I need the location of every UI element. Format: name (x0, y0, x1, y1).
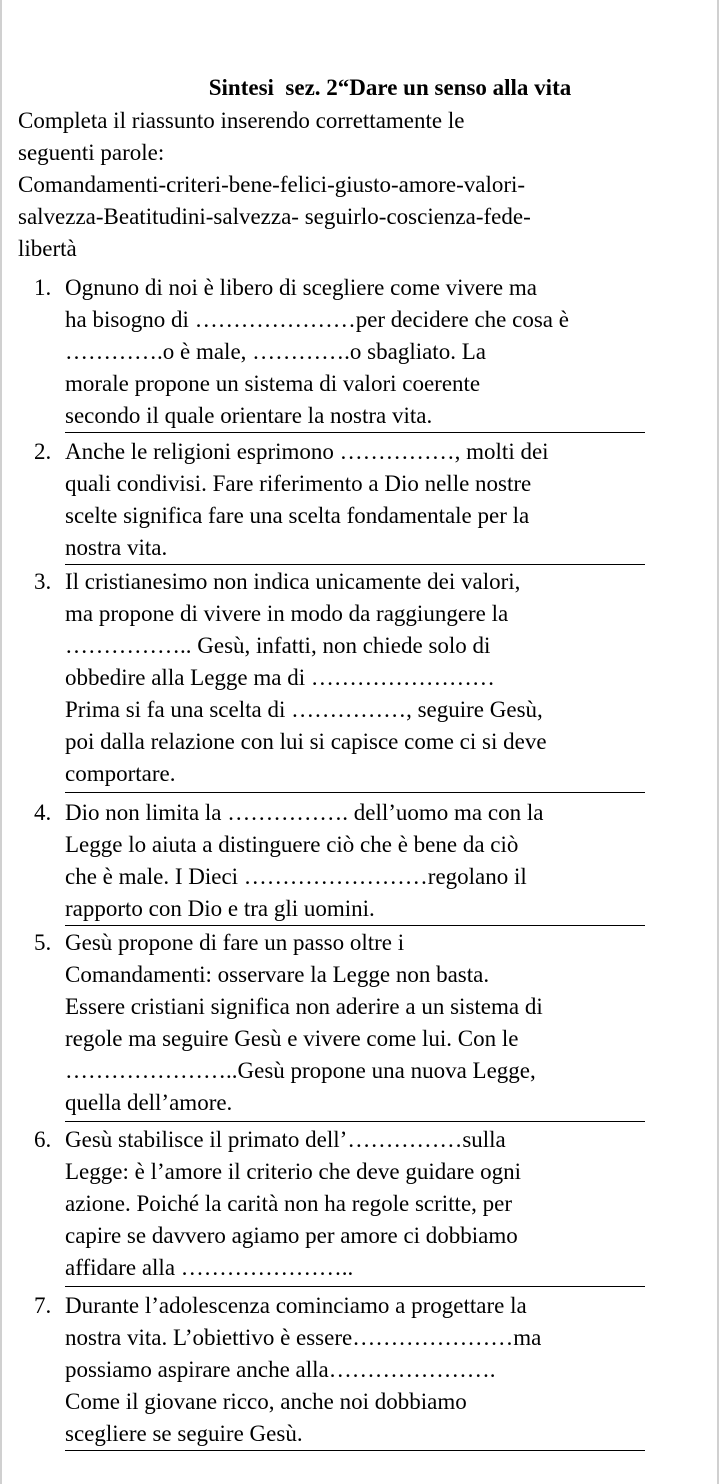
item-text-line: Ognuno di noi è libero di scegliere come vivere ma (65, 275, 537, 300)
page-edge-right (717, 0, 719, 1484)
item-text-line: Legge: è l’amore il criterio che deve guidare ogni (65, 1159, 521, 1184)
item-divider (65, 1286, 645, 1287)
item-text-line: che è male. I Dieci ……………………regolano il (65, 864, 527, 889)
item-text-line: ………….o è male, ………….o sbagliato. La (65, 339, 486, 364)
item-divider (65, 1121, 645, 1122)
item-text-line: nostra vita. (65, 535, 168, 560)
item-text-line: Durante l’adolescenza cominciamo a progettare la (65, 1293, 527, 1318)
instructions-line: Completa il riassunto inserendo correttamente le (18, 108, 465, 133)
item-number: 7. (34, 1293, 52, 1318)
item-text-line: secondo il quale orientare la nostra vita. (65, 403, 433, 428)
item-text-line: nostra vita. L’obiettivo è essere…………………ma (65, 1325, 542, 1350)
item-number: 5. (34, 930, 52, 955)
item-divider (65, 925, 645, 926)
item-divider (65, 792, 645, 793)
item-text-line: …………………..Gesù propone una nuova Legge, (65, 1058, 536, 1083)
item-text-line: …………….. Gesù, infatti, non chiede solo di (65, 633, 491, 658)
item-text-line: quali condivisi. Fare riferimento a Dio nelle nostre (65, 471, 532, 496)
item-number: 4. (34, 800, 52, 825)
item-number: 3. (34, 569, 52, 594)
instructions (18, 105, 658, 265)
item-text-line: obbedire alla Legge ma di …………………… (65, 665, 495, 690)
item-text-line: azione. Poiché la carità non ha regole scritte, per (65, 1191, 513, 1216)
instructions-line: seguenti parole: (18, 140, 165, 165)
item-number: 1. (34, 275, 52, 300)
item-divider (65, 432, 645, 433)
item-divider (65, 564, 645, 565)
item-number: 2. (34, 439, 52, 464)
item-text-line: quella dell’amore. (65, 1090, 233, 1115)
item-text-line: Legge lo aiuta a distinguere ciò che è bene da ciò (65, 832, 519, 857)
item-text-line: Il cristianesimo non indica unicamente dei valori, (65, 569, 521, 594)
item-divider (65, 1450, 645, 1451)
item-text-line: poi dalla relazione con lui si capisce come ci si deve (65, 729, 547, 754)
item-text-line: capire se davvero agiamo per amore ci dobbiamo (65, 1223, 518, 1248)
item-text-line: Gesù propone di fare un passo oltre i (65, 930, 405, 955)
item-text-line: scegliere se seguire Gesù. (65, 1421, 303, 1446)
item-text-line: Essere cristiani significa non aderire a un sistema di (65, 994, 543, 1019)
item-text-line: scelte significa fare una scelta fondamentale per la (65, 503, 530, 528)
item-text-line: Dio non limita la ……………. dell’uomo ma con la (65, 800, 544, 825)
item-text-line: comportare. (65, 761, 176, 786)
item-text-line: affidare alla ………………….. (65, 1255, 354, 1280)
item-text-line: possiamo aspirare anche alla…………………. (65, 1357, 496, 1382)
word-bank-line: salvezza-Beatitudini-salvezza- seguirlo-coscienza-fede- (18, 204, 531, 229)
page-edge-left (0, 0, 2, 1484)
item-number: 6. (34, 1127, 52, 1152)
item-text-line: Prima si fa una scelta di ……………, seguire Gesù, (65, 697, 543, 722)
item-text-line: rapporto con Dio e tra gli uomini. (65, 896, 375, 921)
item-text-line: Gesù stabilisce il primato dell’……………sulla (65, 1127, 506, 1152)
item-text-line: regole ma seguire Gesù e vivere come lui. Con le (65, 1026, 519, 1051)
item-text-line: morale propone un sistema di valori coerente (65, 371, 481, 396)
word-bank-line: libertà (18, 236, 77, 261)
page-title: Sintesi sez. 2“Dare un senso alla vita (208, 75, 572, 100)
item-text-line: Anche le religioni esprimono ……………, molti dei (65, 439, 549, 464)
item-text-line: ma propone di vivere in modo da raggiungere la (65, 601, 509, 626)
item-text-line: Come il giovane ricco, anche noi dobbiamo (65, 1389, 467, 1414)
word-bank-line: Comandamenti-criteri-bene-felici-giusto-amore-valori- (18, 172, 526, 197)
item-text-line: ha bisogno di …………………per decidere che cosa è (65, 307, 569, 332)
item-text-line: Comandamenti: osservare la Legge non basta. (65, 962, 490, 987)
